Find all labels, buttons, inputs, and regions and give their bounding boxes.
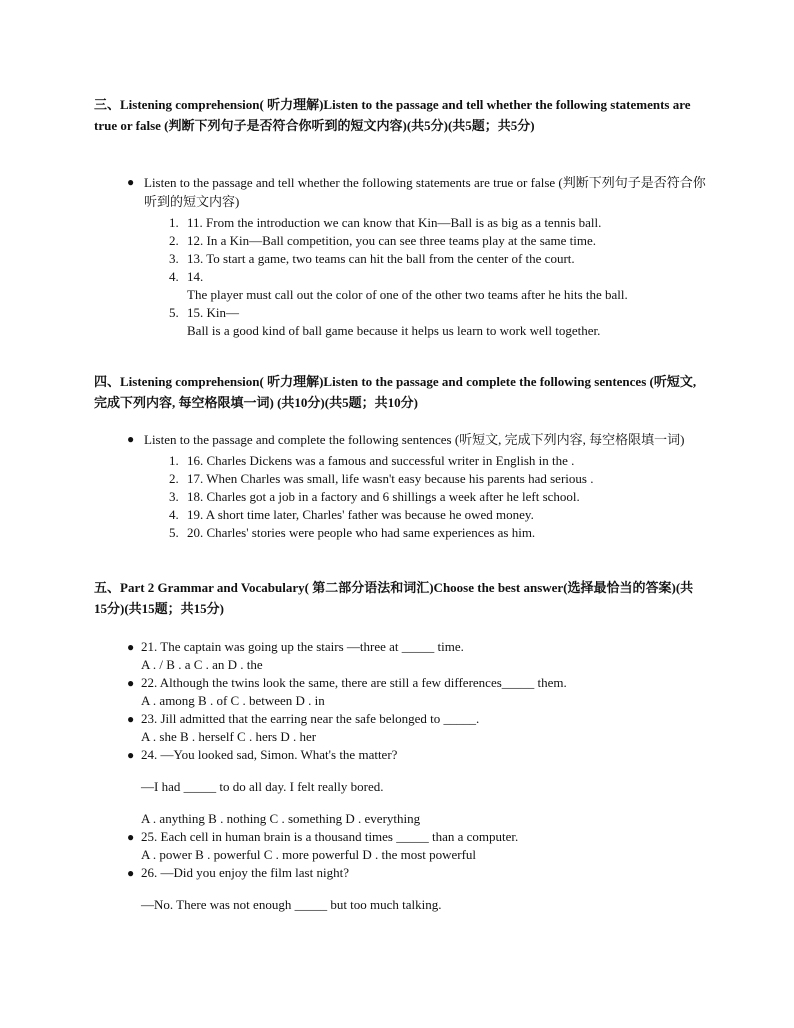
question-25: ● 25. Each cell in human brain is a thousand times _____ than a computer. A . power B . powerful C . more powerful D . the most powerful — [127, 828, 687, 864]
reply-text: —I had _____ to do all day. I felt really bored. — [141, 779, 384, 794]
bullet-icon: ● — [127, 748, 135, 762]
reply-text: —No. There was not enough _____ but too much talking. — [141, 897, 442, 912]
question-22: ● 22. Although the twins look the same, there are still a few differences_____ them. A . among B . of C . between D . in — [127, 674, 687, 710]
question-24: ● 24. —You looked sad, Simon. What's the matter? —I had _____ to do all day. I felt really bored. A . anything B . nothing C . something D . everything — [127, 746, 687, 828]
section-3-instruction — [127, 173, 707, 211]
instruction-text: Listen to the passage and complete the following sentences (听短文, 完成下列内容, 每空格限填一词) — [144, 432, 685, 447]
section-5-heading: 五、Part 2 Grammar and Vocabulary( 第二部分语法和词汇)Choose the best answer(选择最恰当的答案)(共15分)(共15题；共15分) — [94, 580, 694, 616]
list-item: 4. 14. The player must call out the color of one of the other two teams after he hits the ball. — [169, 269, 628, 302]
question-21: ● 21. The captain was going up the stairs —three at _____ time. A . / B . a C . an D . the — [127, 638, 687, 674]
list-item: 1. 11. From the introduction we can know that Kin—Ball is as big as a tennis ball. — [169, 215, 602, 230]
question-23: ● 23. Jill admitted that the earring near the safe belonged to _____. A . she B . herself C . hers D . her — [127, 710, 687, 746]
answer-options: A . she B . herself C . hers D . her — [141, 729, 317, 744]
list-item: 3. 13. To start a game, two teams can hit the ball from the center of the court. — [169, 251, 575, 266]
bullet-icon: ● — [127, 640, 135, 654]
question-list — [127, 638, 687, 914]
list-item: 4. 19. A short time later, Charles' father was because he owed money. — [169, 507, 534, 522]
bullet-icon: ● — [127, 830, 135, 844]
section-4-list — [127, 452, 707, 542]
answer-options: A . anything B . nothing C . something D . everything — [141, 811, 421, 826]
section-4-instruction — [127, 430, 707, 449]
list-item: 1. 16. Charles Dickens was a famous and successful writer in English in the . — [169, 453, 575, 468]
bullet-icon: ● — [127, 175, 135, 189]
section-4-heading: 四、Listening comprehension( 听力理解)Listen to the passage and complete the following sentences (听短文, 完成下列内容, 每空格限填一词) (共10分)(共5题；共10分) — [94, 374, 697, 410]
answer-options: A . / B . a C . an D . the — [141, 657, 263, 672]
question-26: ● 26. —Did you enjoy the film last night? —No. There was not enough _____ but too much talking. — [127, 864, 687, 914]
section-3-heading: 三、Listening comprehension( 听力理解)Listen to the passage and tell whether the following statements are true or false (判断下列句子是否符合你听到的短文内容)(共5分)(共5题；共5分) — [94, 97, 691, 133]
list-item: 5. 15. Kin— Ball is a good kind of ball game because it helps us learn to work well together. — [169, 305, 601, 338]
answer-options: A . among B . of C . between D . in — [141, 693, 325, 708]
instruction-text: Listen to the passage and tell whether the following statements are true or false (判断下列句子是否符合你听到的短文内容) — [144, 175, 706, 209]
bullet-icon: ● — [127, 432, 135, 446]
bullet-icon: ● — [127, 866, 135, 880]
bullet-icon: ● — [127, 676, 135, 690]
section-3-list — [127, 214, 707, 340]
list-item: 2. 17. When Charles was small, life wasn't easy because his parents had serious . — [169, 471, 594, 486]
section-4-block — [127, 430, 707, 542]
list-item: 2. 12. In a Kin—Ball competition, you can see three teams play at the same time. — [169, 233, 597, 248]
bullet-icon: ● — [127, 712, 135, 726]
answer-options: A . power B . powerful C . more powerful D . the most powerful — [141, 847, 477, 862]
list-item: 3. 18. Charles got a job in a factory and 6 shillings a week after he left school. — [169, 489, 580, 504]
list-item: 5. 20. Charles' stories were people who had same experiences as him. — [169, 525, 536, 540]
section-3-block — [127, 173, 707, 340]
